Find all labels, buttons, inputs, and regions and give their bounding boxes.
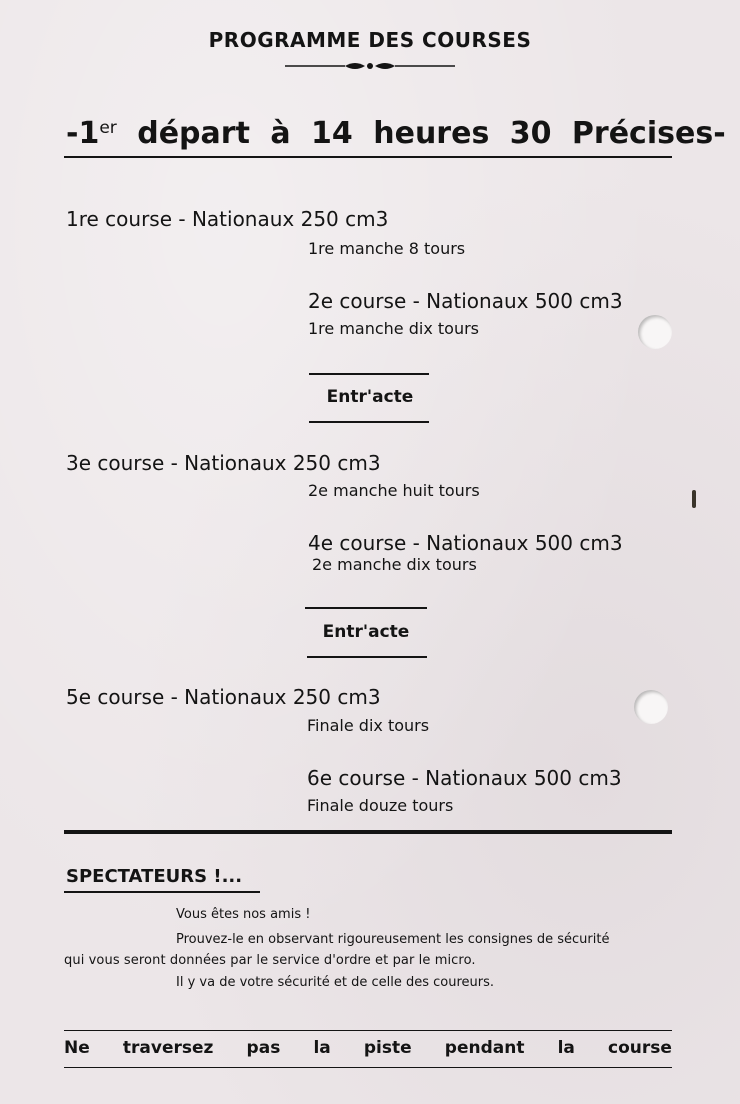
section-divider (64, 830, 672, 834)
race-6-laps: Finale douze tours (307, 796, 454, 815)
warning-word: traversez (122, 1038, 214, 1058)
spectators-line-1: Vous êtes nos amis ! (176, 907, 311, 922)
warning-text (64, 1038, 672, 1058)
spectators-heading: SPECTATEURS !... (66, 866, 243, 887)
departure-underline (64, 156, 672, 158)
spectators-underline (64, 891, 260, 893)
warning-word: la (313, 1038, 331, 1058)
intermission-1: Entr'acte (326, 387, 414, 407)
warning-word: pendant (444, 1038, 525, 1058)
race-6: 6e course - Nationaux 500 cm3 (307, 766, 622, 790)
spectators-line-3: qui vous seront données par le service d'ordre et par le micro. (64, 953, 476, 968)
warning-word: la (557, 1038, 575, 1058)
ink-speck (692, 490, 696, 508)
race-2-laps: 1re manche dix tours (308, 319, 480, 338)
race-4: 4e course - Nationaux 500 cm3 (308, 531, 623, 555)
page-title: PROGRAMME DES COURSES (208, 28, 532, 52)
race-1: 1re course - Nationaux 250 cm3 (66, 207, 389, 231)
race-3: 3e course - Nationaux 250 cm3 (66, 451, 381, 475)
warning-rule-top (64, 1030, 672, 1031)
warning-rule-bottom (64, 1067, 672, 1068)
departure-time: -1er départ à 14 heures 30 Précises- (66, 116, 726, 151)
race-1-laps: 1re manche 8 tours (308, 239, 466, 258)
warning-word: pas (246, 1038, 281, 1058)
intermission-2: Entr'acte (322, 622, 410, 642)
warning-word: Ne (64, 1038, 90, 1058)
intermission-rule-top (309, 373, 429, 375)
race-5: 5e course - Nationaux 250 cm3 (66, 685, 381, 709)
punch-hole (638, 315, 672, 349)
warning-word: course (608, 1038, 672, 1058)
race-3-laps: 2e manche huit tours (308, 481, 480, 500)
spectators-line-4: Il y va de votre sécurité et de celle des coureurs. (176, 975, 495, 990)
intermission-rule-bottom (309, 421, 429, 423)
race-2: 2e course - Nationaux 500 cm3 (308, 289, 623, 313)
intermission-rule-bottom (307, 656, 427, 658)
warning-word: piste (363, 1038, 412, 1058)
punch-hole (634, 690, 668, 724)
intermission-rule-top (305, 607, 427, 609)
ornament-divider (285, 58, 455, 74)
race-5-laps: Finale dix tours (307, 716, 430, 735)
spectators-line-2: Prouvez-le en observant rigoureusement les consignes de sécurité (176, 932, 610, 947)
race-4-laps: 2e manche dix tours (312, 555, 477, 574)
